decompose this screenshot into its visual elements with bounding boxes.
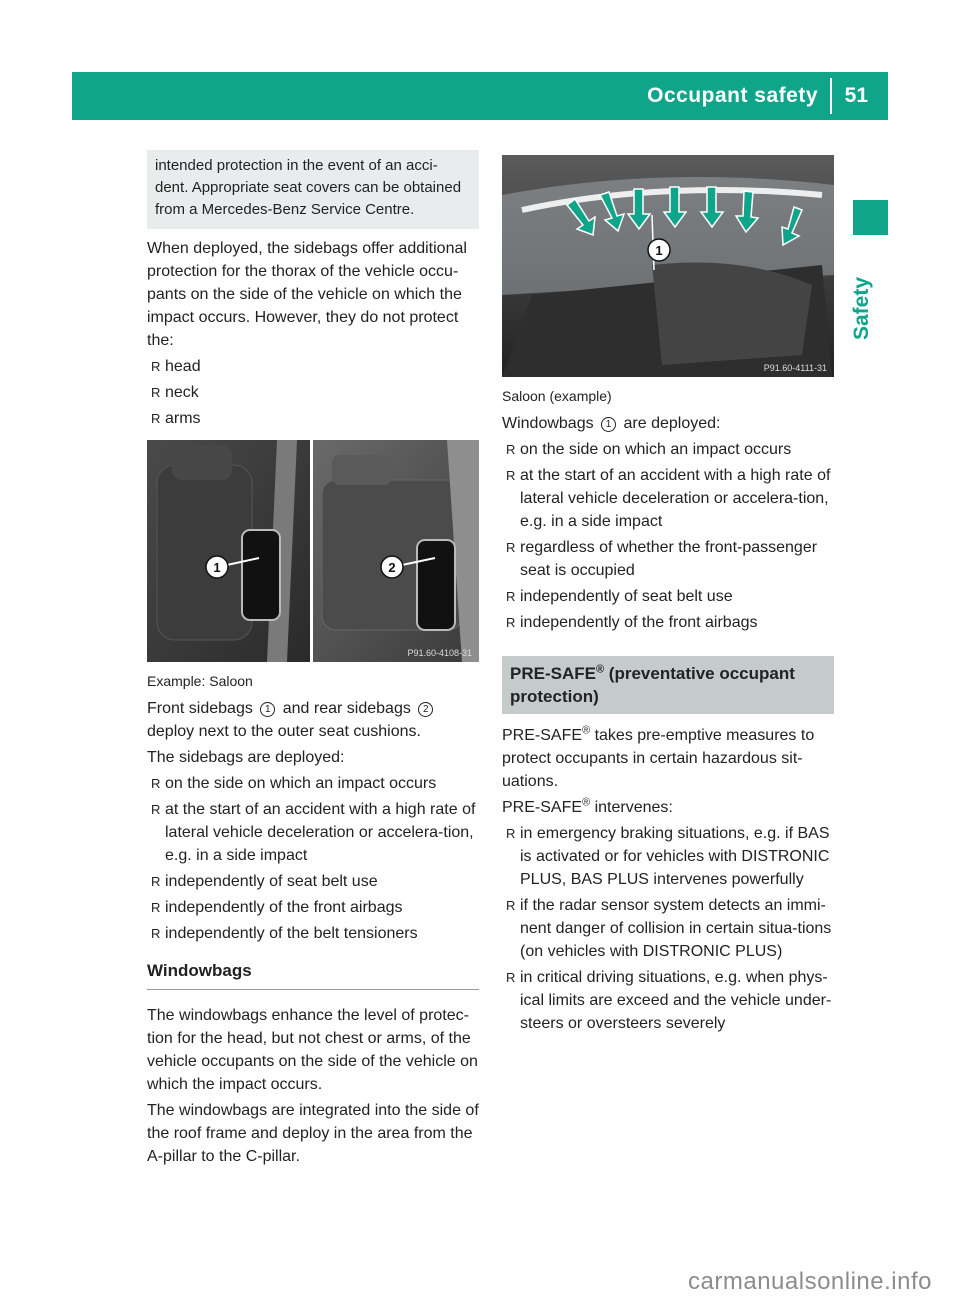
list-item: R head xyxy=(147,355,479,378)
note-text: intended protection in the event of an acci-dent. Appropriate seat covers can be obtained from a Mercedes-Benz Service Centre. xyxy=(155,157,462,218)
paragraph xyxy=(502,724,834,793)
photo-code: P91.60-4111-31 xyxy=(763,363,827,373)
list-item: R on the side on which an impact occurs xyxy=(147,772,479,795)
windowbag-photo xyxy=(502,155,834,377)
paragraph: The windowbags enhance the level of protec-tion for the head, but not chest or arms, of the vehicle occupants on the side of the vehicle on which the impact occurs. xyxy=(147,1007,478,1093)
paragraph xyxy=(147,697,479,743)
header-bar xyxy=(72,72,888,120)
callout-marker-1: 1 xyxy=(601,417,616,432)
bullet-list xyxy=(147,355,479,430)
note-box xyxy=(147,150,479,229)
list-item: R at the start of an accident with a high rate of lateral vehicle deceleration or accelera-tion, e.g. in a side impact xyxy=(502,464,834,533)
list-item: R independently of seat belt use xyxy=(147,870,479,893)
bullet-list xyxy=(147,772,479,945)
sidebag-photo xyxy=(147,440,479,662)
text-run: Front sidebags xyxy=(147,700,253,717)
registered-mark: ® xyxy=(582,724,591,737)
list-item: R in critical driving situations, e.g. when phys-ical limits are exceed and the vehicle under-steers or oversteers severely xyxy=(502,966,834,1035)
text-run: intervenes: xyxy=(590,799,673,816)
list-item: R independently of the front airbags xyxy=(147,896,479,919)
text-run: PRE-SAFE xyxy=(502,727,583,744)
registered-mark: ® xyxy=(582,796,591,809)
callout-marker-1: 1 xyxy=(260,702,275,717)
bullet-list xyxy=(502,822,834,1035)
photo-caption: Saloon (example) xyxy=(502,388,612,404)
paragraph xyxy=(502,412,834,435)
photo-marker-1: 1 xyxy=(655,243,663,258)
paragraph: The windowbags are integrated into the side of the roof frame and deploy in the area from the A-pillar to the C-pillar. xyxy=(147,1102,479,1165)
bullet-list xyxy=(502,438,834,634)
list-item: R independently of the front airbags xyxy=(502,611,834,634)
text-run: (preventative occupant protection) xyxy=(510,664,795,706)
registered-mark: ® xyxy=(595,663,605,676)
list-item: R independently of the belt tensioners xyxy=(147,922,479,945)
paragraph xyxy=(502,796,834,819)
watermark: carmanualsonline.info xyxy=(688,1268,932,1295)
list-item: R neck xyxy=(147,381,479,404)
list-item: R if the radar sensor system detects an immi-nent danger of collision in certain situa-tions (on vehicles with DISTRONIC PLUS) xyxy=(502,894,834,963)
right-column xyxy=(502,155,834,1041)
text-run: and rear sidebags xyxy=(282,700,411,717)
callout-marker-2: 2 xyxy=(418,702,433,717)
windowbag-illustration xyxy=(502,155,834,377)
section-heading-presafe xyxy=(502,656,834,714)
list-item: R arms xyxy=(147,407,479,430)
photo-code: P91.60-4108-31 xyxy=(407,648,472,658)
side-tab-label: Safety xyxy=(850,276,873,340)
list-item: R regardless of whether the front-passenger seat is occupied xyxy=(502,536,834,582)
photo-caption: Example: Saloon xyxy=(147,673,253,689)
photo-marker-2: 2 xyxy=(388,560,396,575)
list-item: R on the side on which an impact occurs xyxy=(502,438,834,461)
text-run: Windowbags xyxy=(502,415,594,432)
text-run: PRE-SAFE xyxy=(510,664,596,683)
paragraph: The sidebags are deployed: xyxy=(147,749,345,766)
photo-marker-1: 1 xyxy=(213,560,221,575)
list-item: R independently of seat belt use xyxy=(502,585,834,608)
page-number: 51 xyxy=(844,84,868,107)
side-tab-marker xyxy=(853,200,888,235)
left-column xyxy=(147,150,479,1171)
text-run: takes pre-emptive measures to protect occupants in certain hazardous sit-uations. xyxy=(502,727,815,790)
chapter-title: Occupant safety xyxy=(647,84,818,107)
text-run: are deployed: xyxy=(623,415,721,432)
seats-illustration xyxy=(147,440,479,662)
text-run: PRE-SAFE xyxy=(502,799,583,816)
list-item: R at the start of an accident with a high rate of lateral vehicle deceleration or accelera-tion, e.g. in a side impact xyxy=(147,798,479,867)
paragraph: When deployed, the sidebags offer additional protection for the thorax of the vehicle occu-pants on the side of the vehicle on which the impact occurs. However, they do not protect the: xyxy=(147,240,467,349)
text-run: deploy next to the outer seat cushions. xyxy=(147,723,421,740)
header-divider xyxy=(830,78,832,114)
section-heading: Windowbags xyxy=(147,959,479,990)
list-item: R in emergency braking situations, e.g. if BAS is activated or for vehicles with DISTRONIC PLUS, BAS PLUS intervenes powerfully xyxy=(502,822,834,891)
